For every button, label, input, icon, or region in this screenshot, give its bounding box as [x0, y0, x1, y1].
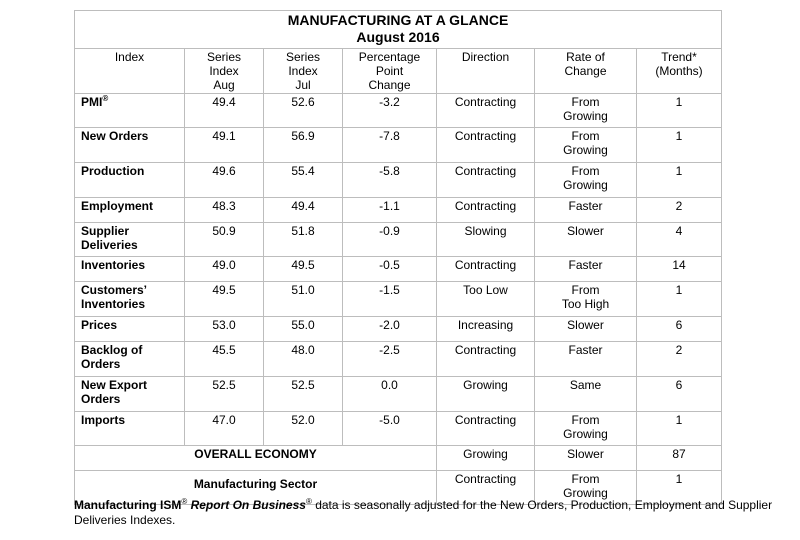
- header-change: [343, 49, 437, 93]
- table-row: [75, 377, 721, 412]
- index-label: PMI: [81, 95, 103, 109]
- header-jul-line: Series: [285, 50, 320, 64]
- row-change: -2.5: [343, 342, 437, 376]
- row-aug: 49.1: [185, 128, 264, 162]
- row-trend: 1: [675, 283, 683, 297]
- rate-line: Growing: [563, 178, 608, 192]
- row-aug: 52.5: [185, 377, 264, 411]
- row-index: [75, 377, 185, 411]
- row-direction: Contracting: [437, 471, 535, 504]
- header-change-line: Percentage: [358, 50, 421, 64]
- manufacturing-table: [74, 10, 722, 505]
- index-line: New Export: [81, 378, 148, 392]
- row-change: -0.9: [343, 223, 437, 256]
- header-trend-line: (Months): [655, 64, 703, 78]
- header-series-jul: [264, 49, 343, 93]
- table-row: [75, 223, 721, 257]
- row-direction: Contracting: [437, 163, 535, 197]
- header-aug-line: Aug: [213, 78, 235, 92]
- row-direction: Contracting: [437, 342, 535, 376]
- table-row: [75, 163, 721, 198]
- table-row: [75, 282, 721, 317]
- row-index: [75, 342, 185, 376]
- row-jul: 52.0: [264, 412, 343, 445]
- row-direction: Too Low: [437, 282, 535, 316]
- footnote-brand: Manufacturing ISM: [74, 498, 182, 512]
- row-index: [75, 223, 185, 256]
- row-trend: 6: [675, 318, 683, 332]
- row-trend: 14: [672, 258, 686, 272]
- rate-line: From: [571, 164, 600, 178]
- header-row: [75, 49, 721, 94]
- table-row: [75, 342, 721, 377]
- row-trend: 87: [672, 447, 686, 461]
- row-direction: Growing: [437, 446, 535, 470]
- row-index: New Orders: [75, 128, 185, 162]
- index-line: Orders: [81, 357, 121, 371]
- row-aug: 45.5: [185, 342, 264, 376]
- row-rate: Same: [535, 377, 637, 411]
- row-change: -2.0: [343, 317, 437, 341]
- table-row: [75, 257, 721, 282]
- title-line-2: August 2016: [356, 29, 440, 45]
- row-change: -5.8: [343, 163, 437, 197]
- registered-mark: ®: [305, 497, 312, 506]
- header-change-line: Change: [368, 78, 411, 92]
- row-jul: 55.4: [264, 163, 343, 197]
- table-title: [75, 11, 721, 49]
- header-direction: Direction: [437, 49, 535, 93]
- rate-line: Growing: [563, 109, 608, 123]
- row-rate: [535, 282, 637, 316]
- row-index: [75, 282, 185, 316]
- row-rate: Slower: [535, 223, 637, 256]
- row-index: Employment: [75, 198, 185, 222]
- row-change: -1.1: [343, 198, 437, 222]
- footnote: [74, 498, 774, 528]
- rate-line: From: [571, 413, 600, 427]
- row-index: [75, 94, 185, 127]
- table-row: [75, 128, 721, 163]
- row-rate: Slower: [535, 446, 637, 470]
- row-direction: Slowing: [437, 223, 535, 256]
- row-direction: Increasing: [437, 317, 535, 341]
- row-jul: 51.8: [264, 223, 343, 256]
- header-series-aug: [185, 49, 264, 93]
- row-trend: 6: [675, 378, 683, 392]
- row-jul: 51.0: [264, 282, 343, 316]
- row-jul: 55.0: [264, 317, 343, 341]
- index-line: Supplier: [81, 224, 130, 238]
- title-line-1: MANUFACTURING AT A GLANCE: [287, 12, 509, 28]
- row-aug: 50.9: [185, 223, 264, 256]
- footnote-report-name: Report On Business: [190, 498, 306, 512]
- header-trend: [637, 49, 721, 93]
- overall-economy-row: [75, 446, 721, 471]
- row-index: Inventories: [75, 257, 185, 281]
- footnote-text: data is seasonally adjusted for the New Orders, Production, Employment and Supplier Deliveries Indexes.: [74, 498, 773, 527]
- row-direction: Contracting: [437, 412, 535, 445]
- row-index: Production: [75, 163, 185, 197]
- row-aug: 47.0: [185, 412, 264, 445]
- row-rate: [535, 128, 637, 162]
- row-rate: [535, 94, 637, 127]
- row-trend: 4: [675, 224, 683, 238]
- row-aug: 49.4: [185, 94, 264, 127]
- row-rate: Faster: [535, 257, 637, 281]
- header-trend-line: Trend*: [661, 50, 697, 64]
- registered-mark: ®: [102, 94, 109, 103]
- row-jul: 56.9: [264, 128, 343, 162]
- index-line: Deliveries: [81, 238, 138, 252]
- index-line: Inventories: [81, 297, 146, 311]
- row-rate: Faster: [535, 342, 637, 376]
- row-rate: Slower: [535, 317, 637, 341]
- row-trend: 2: [675, 199, 683, 213]
- header-jul-line: Index: [288, 64, 318, 78]
- row-jul: 52.5: [264, 377, 343, 411]
- row-trend: 1: [675, 472, 683, 486]
- row-aug: 49.6: [185, 163, 264, 197]
- row-jul: 48.0: [264, 342, 343, 376]
- header-rate-line: Rate of: [566, 50, 605, 64]
- row-jul: 49.4: [264, 198, 343, 222]
- table-row: [75, 317, 721, 342]
- header-jul-line: Jul: [295, 78, 311, 92]
- row-trend: 2: [675, 343, 683, 357]
- rate-line: From: [571, 95, 600, 109]
- rate-line: From: [571, 472, 600, 486]
- row-change: -3.2: [343, 94, 437, 127]
- row-direction: Contracting: [437, 257, 535, 281]
- row-trend: 1: [675, 95, 683, 109]
- row-direction: Contracting: [437, 94, 535, 127]
- row-trend: 1: [675, 164, 683, 178]
- rate-line: Growing: [563, 486, 608, 500]
- index-line: Customers’: [81, 283, 148, 297]
- rate-line: Growing: [563, 143, 608, 157]
- row-change: -5.0: [343, 412, 437, 445]
- header-change-line: Point: [375, 64, 404, 78]
- rate-line: From: [571, 129, 600, 143]
- header-aug-line: Series: [206, 50, 241, 64]
- row-change: -1.5: [343, 282, 437, 316]
- overall-economy-label: OVERALL ECONOMY: [75, 446, 437, 470]
- header-index: Index: [75, 49, 185, 93]
- row-aug: 53.0: [185, 317, 264, 341]
- rate-line: Growing: [563, 427, 608, 441]
- row-aug: 48.3: [185, 198, 264, 222]
- table-row: [75, 198, 721, 223]
- rate-line: From: [571, 283, 600, 297]
- row-rate: Faster: [535, 198, 637, 222]
- row-rate: [535, 163, 637, 197]
- header-rate-line: Change: [564, 64, 607, 78]
- row-direction: Growing: [437, 377, 535, 411]
- row-rate: [535, 412, 637, 445]
- row-direction: Contracting: [437, 198, 535, 222]
- manufacturing-sector-label: Manufacturing Sector: [75, 471, 437, 504]
- row-change: -0.5: [343, 257, 437, 281]
- index-line: Orders: [81, 392, 121, 406]
- row-jul: 49.5: [264, 257, 343, 281]
- row-change: -7.8: [343, 128, 437, 162]
- table-row: [75, 94, 721, 128]
- row-jul: 52.6: [264, 94, 343, 127]
- rate-line: Too High: [561, 297, 610, 311]
- header-aug-line: Index: [209, 64, 239, 78]
- row-trend: 1: [675, 129, 683, 143]
- row-direction: Contracting: [437, 128, 535, 162]
- table-row: [75, 412, 721, 446]
- row-aug: 49.0: [185, 257, 264, 281]
- row-change: 0.0: [343, 377, 437, 411]
- registered-mark: ®: [181, 497, 188, 506]
- header-rate: [535, 49, 637, 93]
- index-line: Backlog of: [81, 343, 143, 357]
- row-index: Imports: [75, 412, 185, 445]
- row-aug: 49.5: [185, 282, 264, 316]
- row-index: Prices: [75, 317, 185, 341]
- row-trend: 1: [675, 413, 683, 427]
